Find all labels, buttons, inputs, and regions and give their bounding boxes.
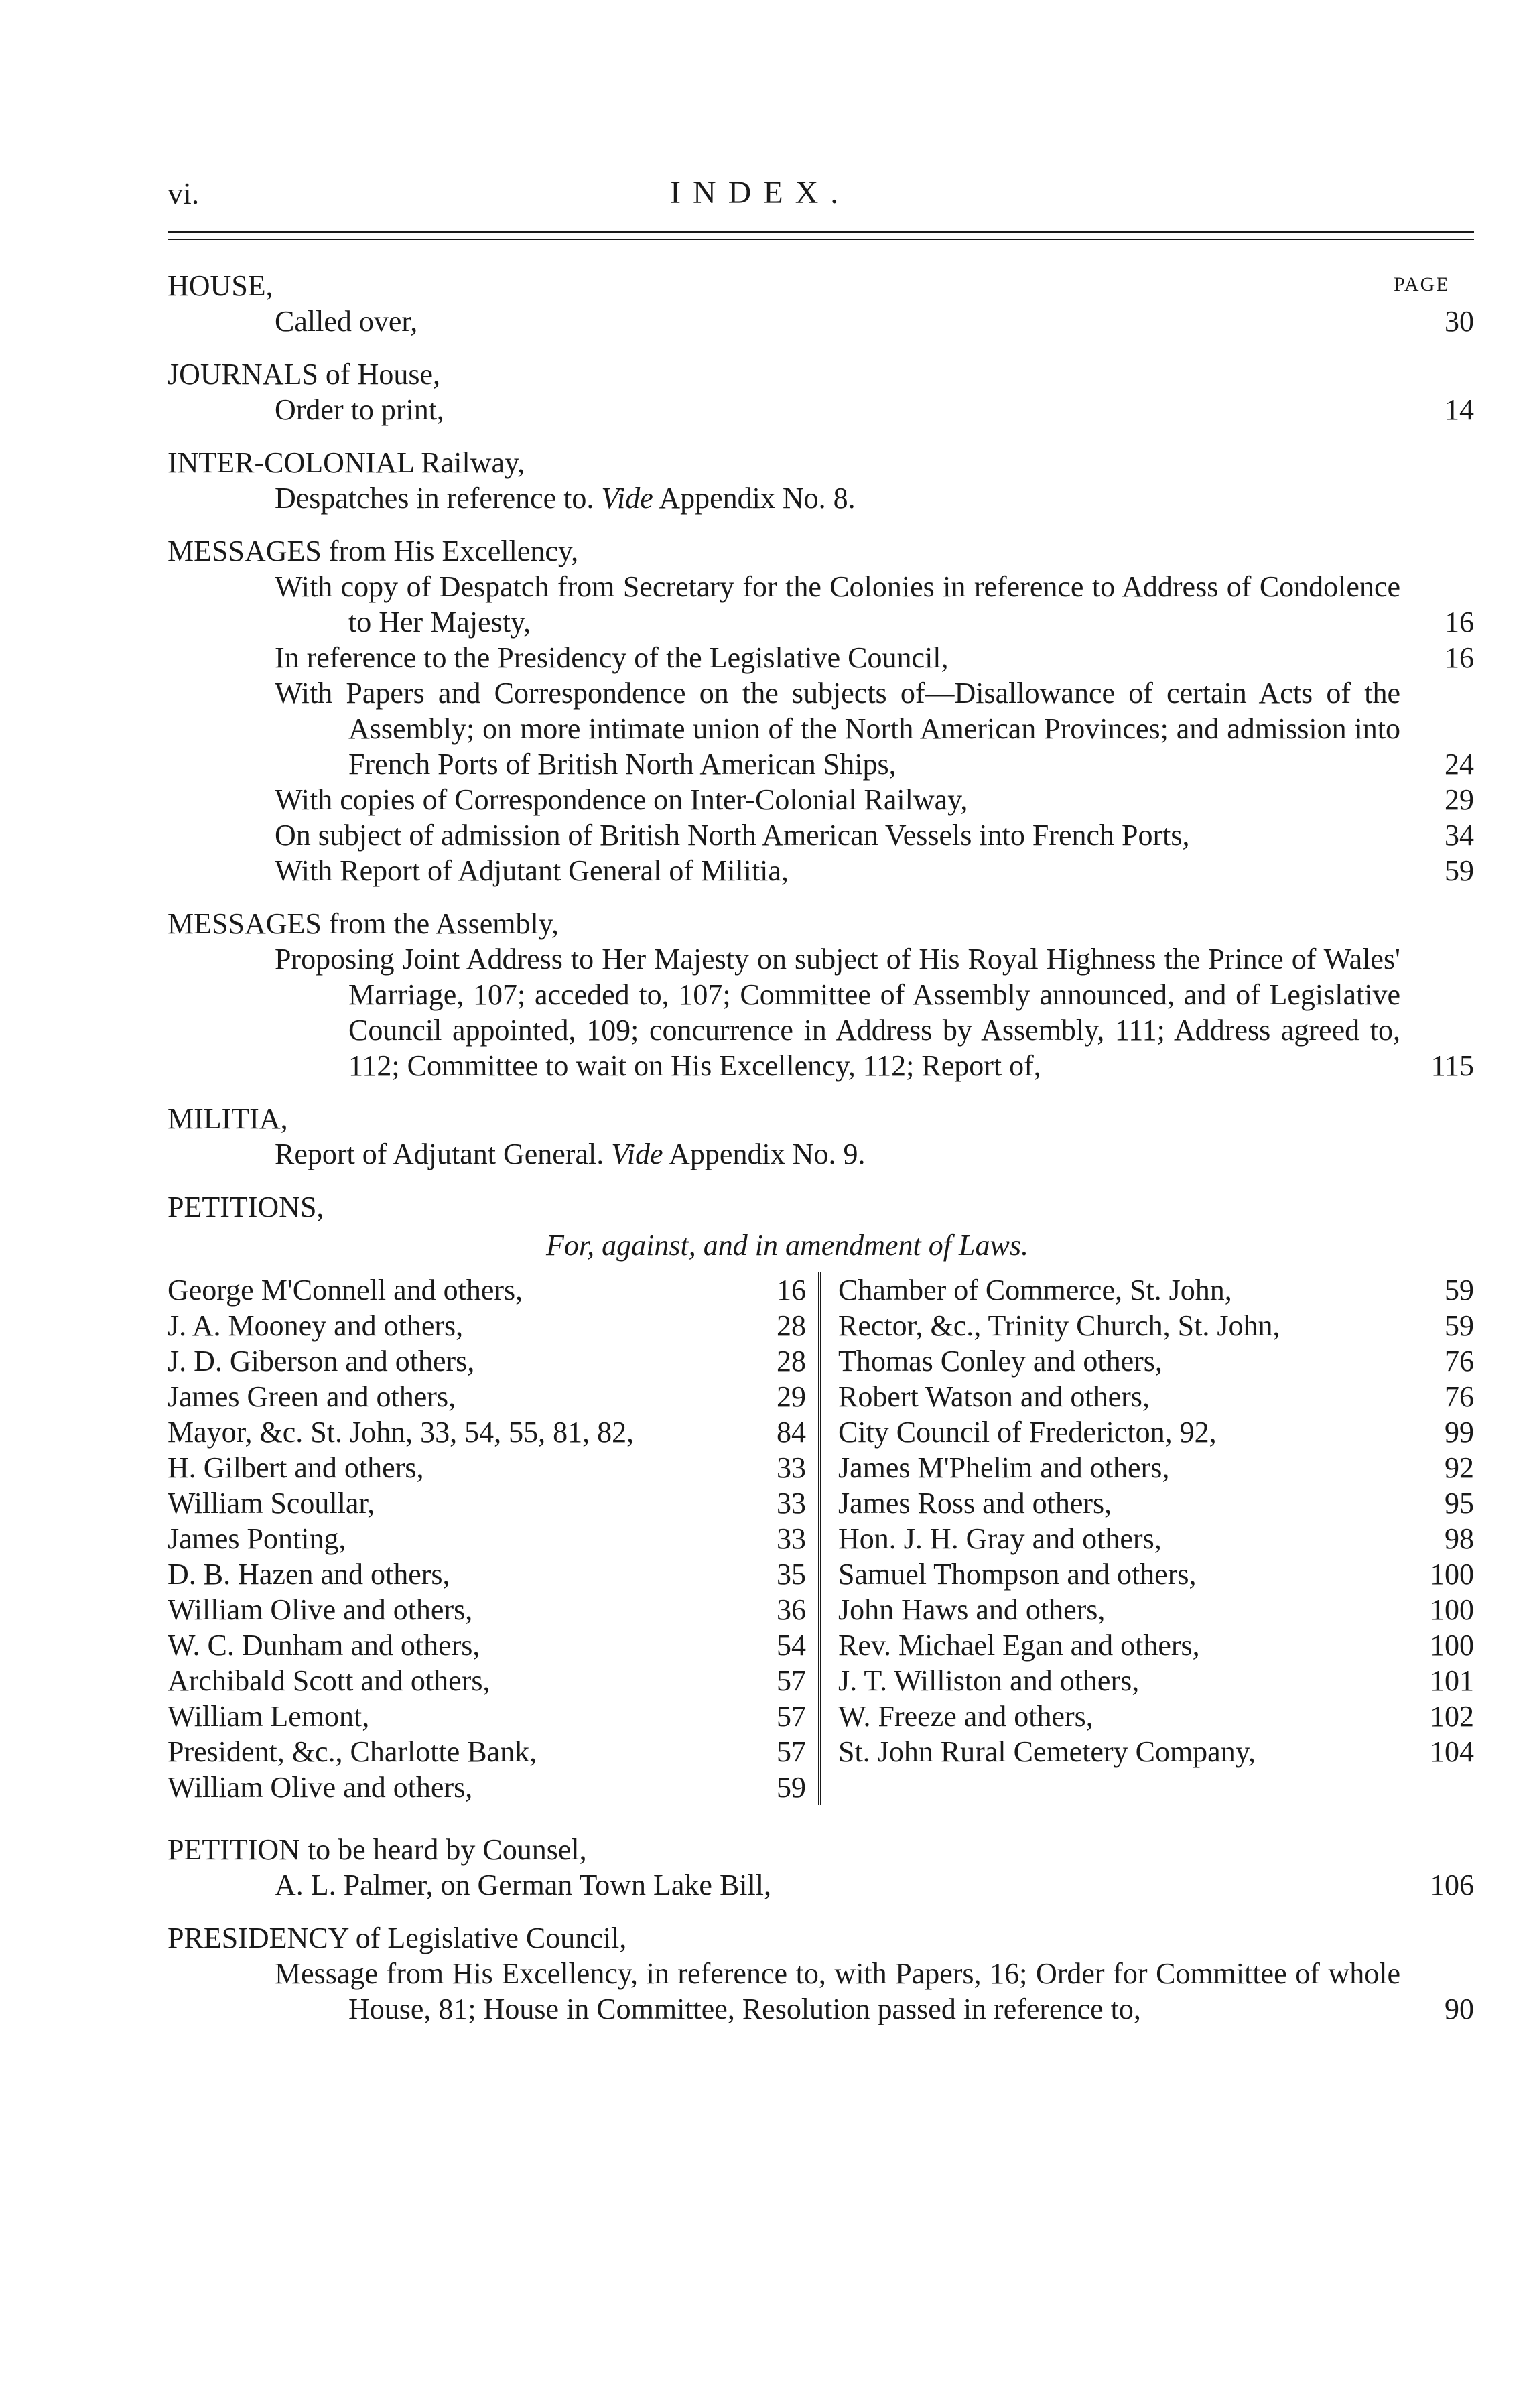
running-title: INDEX. [670, 175, 851, 210]
section-heading: HOUSE, [168, 269, 273, 302]
section-heading: MESSAGES from His Excellency, [168, 535, 579, 567]
section-heading: PETITIONS, [168, 1191, 324, 1223]
section-heading: PRESIDENCY of Legislative Council, [168, 1922, 627, 1954]
petition-row [838, 1592, 1474, 1627]
petition-row [838, 1450, 1474, 1485]
petition-row [838, 1521, 1474, 1556]
petition-page: 100 [1430, 1558, 1474, 1591]
petition-page: 76 [1445, 1380, 1474, 1413]
section-messages-assembly [168, 906, 1474, 1083]
petitioner-name: Hon. J. H. Gray and others, [838, 1522, 1162, 1555]
section-house [168, 268, 1474, 339]
index-entry [168, 782, 1474, 817]
petitioner-name: Samuel Thompson and others, [838, 1558, 1197, 1591]
petitioner-name: Robert Watson and others, [838, 1380, 1150, 1413]
entry-text: In reference to the Presidency of the Legislative Council, [275, 641, 949, 674]
petitions-right-column [821, 1272, 1474, 1805]
petitioner-name: W. Freeze and others, [838, 1700, 1093, 1733]
index-entry [168, 392, 1474, 427]
petition-row [838, 1556, 1474, 1592]
petition-row [838, 1663, 1474, 1698]
petitioner-name: William Lemont, [168, 1700, 370, 1733]
petitioner-name: William Scoullar, [168, 1487, 375, 1520]
petition-page: 59 [777, 1771, 806, 1804]
entry-text: With copy of Despatch from Secretary for the Colonies in reference to Address of Condolence to Her Majesty, [275, 570, 1400, 639]
header-rule [168, 231, 1474, 233]
entry-page: 34 [1445, 819, 1474, 852]
petition-page: 29 [777, 1380, 806, 1413]
petition-page: 35 [777, 1558, 806, 1591]
entry-page: 16 [1445, 606, 1474, 639]
entry-text: With copies of Correspondence on Inter-Colonial Railway, [275, 783, 968, 816]
petition-page: 99 [1445, 1416, 1474, 1449]
section-heading: MESSAGES from the Assembly, [168, 907, 559, 940]
petition-page: 84 [777, 1416, 806, 1449]
section-heading: PETITION to be heard by Counsel, [168, 1833, 587, 1866]
petitioner-name: George M'Connell and others, [168, 1274, 523, 1307]
petition-row [168, 1343, 806, 1379]
index-entry [168, 304, 1474, 339]
index-entry [168, 1136, 1474, 1172]
section-militia [168, 1101, 1474, 1172]
petitions-left-column [168, 1272, 821, 1805]
petition-page: 104 [1430, 1735, 1474, 1768]
petition-row [168, 1627, 806, 1663]
petition-row [168, 1450, 806, 1485]
petition-page: 92 [1445, 1451, 1474, 1484]
entry-page: 90 [1445, 1993, 1474, 2025]
entry-text: Proposing Joint Address to Her Majesty on subject of His Royal Highness the Prince of Wales' Marriage, 107; acceded to, 107; Committee of Assembly announced, and of Legislative Council appointed, 109; concurrence in Address by Assembly, 111; Address agreed to, 112; Committee to wait on His Excellency, 112; Report of, [275, 943, 1400, 1082]
petition-row [838, 1734, 1474, 1769]
entry-text: A. L. Palmer, on German Town Lake Bill, [275, 1869, 771, 1901]
petitioner-name: J. T. Williston and others, [838, 1664, 1140, 1697]
petition-page: 59 [1445, 1309, 1474, 1342]
entry-page: 106 [1430, 1869, 1474, 1901]
entry-page: 30 [1445, 305, 1474, 338]
petition-row [168, 1379, 806, 1414]
petitioner-name: Archibald Scott and others, [168, 1664, 490, 1697]
petitions-table [168, 1272, 1474, 1805]
index-body [168, 268, 1474, 2044]
petitioner-name: Rev. Michael Egan and others, [838, 1629, 1200, 1662]
index-entry [168, 480, 1474, 516]
entry-page: 16 [1445, 641, 1474, 674]
index-entry [168, 817, 1474, 853]
entry-text [275, 1136, 1400, 1172]
section-messages-excellency [168, 533, 1474, 888]
index-entry [168, 941, 1474, 1083]
section-heading: MILITIA, [168, 1102, 288, 1135]
petitioner-name: President, &c., Charlotte Bank, [168, 1735, 537, 1768]
entry-text: Message from His Excellency, in reference to, with Papers, 16; Order for Committee of whole House, 81; House in Committee, Resolution passed in reference to, [275, 1957, 1400, 2025]
entry-page: 115 [1430, 1049, 1474, 1082]
petitioner-name: Mayor, &c. St. John, 33, 54, 55, 81, 82, [168, 1416, 635, 1449]
petitioner-name: St. John Rural Cemetery Company, [838, 1735, 1256, 1768]
petitioner-name: James Ponting, [168, 1522, 346, 1555]
entry-page: 29 [1445, 783, 1474, 816]
petition-row [168, 1521, 806, 1556]
petition-page: 57 [777, 1664, 806, 1697]
petitioner-name: W. C. Dunham and others, [168, 1629, 480, 1662]
page-number: vi. [168, 176, 200, 210]
petitioner-name: William Olive and others, [168, 1593, 473, 1626]
petitioner-name: James Ross and others, [838, 1487, 1112, 1520]
section-heading: INTER-COLONIAL Railway, [168, 446, 525, 479]
section-intercolonial [168, 445, 1474, 516]
index-entry [168, 675, 1474, 782]
petitioner-name: William Olive and others, [168, 1771, 473, 1804]
petition-row [838, 1343, 1474, 1379]
petition-page: 101 [1430, 1664, 1474, 1697]
petition-row [168, 1734, 806, 1769]
petition-page: 76 [1445, 1345, 1474, 1378]
petition-page: 28 [777, 1309, 806, 1342]
petition-row [838, 1414, 1474, 1450]
petitioner-name: James M'Phelim and others, [838, 1451, 1170, 1484]
entry-text: Called over, [275, 305, 418, 338]
petition-row [168, 1663, 806, 1698]
petition-page: 54 [777, 1629, 806, 1662]
index-entry [168, 1956, 1474, 2027]
petition-page: 95 [1445, 1487, 1474, 1520]
section-petitions [168, 1189, 1474, 1805]
petition-page: 28 [777, 1345, 806, 1378]
petition-row [168, 1592, 806, 1627]
petition-page: 102 [1430, 1700, 1474, 1733]
petitioner-name: James Green and others, [168, 1380, 456, 1413]
petition-page: 33 [777, 1451, 806, 1484]
petitioner-name: H. Gilbert and others, [168, 1451, 424, 1484]
header-rule-secondary [168, 239, 1474, 240]
petitioner-name: City Council of Fredericton, 92, [838, 1416, 1217, 1449]
petition-row [168, 1485, 806, 1521]
petition-page: 16 [777, 1274, 806, 1307]
entry-text: On subject of admission of British North American Vessels into French Ports, [275, 819, 1190, 852]
index-entry [168, 640, 1474, 675]
entry-page: 14 [1445, 393, 1474, 426]
page-column-label: PAGE [1394, 273, 1450, 295]
petitions-subheading: For, against, and in amendment of Laws. [546, 1229, 1028, 1262]
petition-row [838, 1627, 1474, 1663]
section-heading: JOURNALS of House, [168, 358, 440, 391]
petition-row [168, 1272, 806, 1308]
vide-label: Vide [611, 1138, 663, 1170]
vide-label: Vide [601, 482, 653, 515]
petition-row [838, 1379, 1474, 1414]
petition-page: 57 [777, 1700, 806, 1733]
petition-page: 59 [1445, 1274, 1474, 1307]
petition-row [168, 1698, 806, 1734]
petitioner-name: Rector, &c., Trinity Church, St. John, [838, 1309, 1280, 1342]
entry-text: With Report of Adjutant General of Militia, [275, 854, 789, 887]
petition-row [838, 1272, 1474, 1308]
petitioner-name: Thomas Conley and others, [838, 1345, 1162, 1378]
entry-text: Order to print, [275, 393, 444, 426]
index-entry [168, 853, 1474, 888]
section-presidency [168, 1920, 1474, 2027]
petition-page: 100 [1430, 1629, 1474, 1662]
section-journals [168, 356, 1474, 427]
entry-page: 59 [1445, 854, 1474, 887]
index-entry [168, 569, 1474, 640]
section-petition-counsel [168, 1832, 1474, 1903]
index-entry [168, 1867, 1474, 1903]
petitioner-name: Chamber of Commerce, St. John, [838, 1274, 1232, 1307]
petition-page: 98 [1445, 1522, 1474, 1555]
petition-row [168, 1556, 806, 1592]
appendix-reference: Appendix No. 8. [659, 482, 856, 515]
petition-page: 33 [777, 1487, 806, 1520]
entry-page: 24 [1445, 748, 1474, 781]
petitioner-name: D. B. Hazen and others, [168, 1558, 450, 1591]
petitioner-name: John Haws and others, [838, 1593, 1106, 1626]
entry-text: With Papers and Correspondence on the subjects of—Disallowance of certain Acts of the Assembly; on more intimate union of the North American Provinces; and admission into French Ports of British North American Ships, [275, 677, 1400, 781]
entry-description: Despatches in reference to. [275, 482, 594, 515]
petition-row [168, 1769, 806, 1805]
petition-row [168, 1414, 806, 1450]
entry-description: Report of Adjutant General. [275, 1138, 604, 1170]
petition-page: 33 [777, 1522, 806, 1555]
petitioner-name: J. A. Mooney and others, [168, 1309, 464, 1342]
petition-row [838, 1485, 1474, 1521]
petition-page: 57 [777, 1735, 806, 1768]
petition-row [838, 1308, 1474, 1343]
petition-row [838, 1698, 1474, 1734]
petition-row [168, 1308, 806, 1343]
petition-page: 100 [1430, 1593, 1474, 1626]
petition-page: 36 [777, 1593, 806, 1626]
petitioner-name: J. D. Giberson and others, [168, 1345, 475, 1378]
appendix-reference: Appendix No. 9. [669, 1138, 866, 1170]
entry-text [275, 480, 1400, 516]
